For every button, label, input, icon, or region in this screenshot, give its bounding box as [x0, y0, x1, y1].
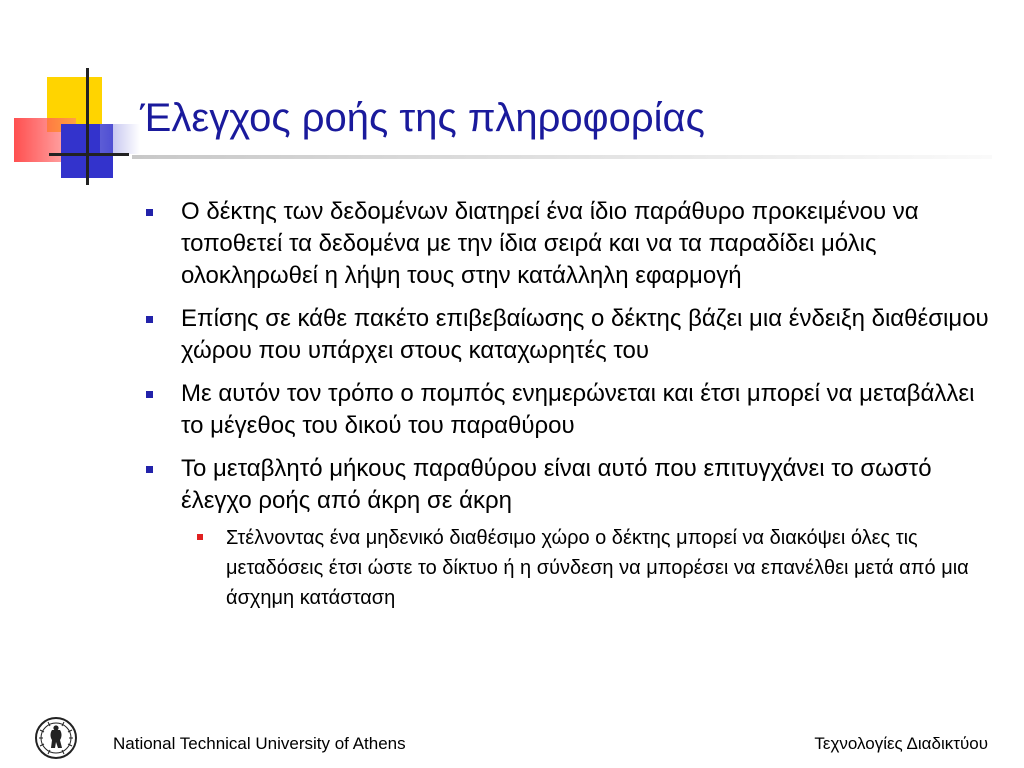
bullet-item [140, 453, 1000, 613]
footer-institution: National Technical University of Athens [113, 734, 406, 753]
square-bullet-icon [146, 316, 153, 323]
decor-horizontal-line [49, 153, 129, 156]
title-underline [132, 155, 992, 159]
square-bullet-icon [146, 209, 153, 216]
sub-bullet-item [181, 523, 1000, 613]
bullet-item [140, 378, 1000, 442]
square-bullet-icon [146, 466, 153, 473]
decor-blue-fade [100, 124, 140, 154]
sub-bullet-text: Στέλνοντας ένα μηδενικό διαθέσιμο χώρο ο δέκτης μπορεί να διακόψει όλες τις μεταδόσεις έτσι ώστε το δίκτυο ή η σύνδεση να μπορέσει να επανέλθει μετά από μια άσχημη κατάσταση [226, 527, 969, 609]
university-seal-icon [34, 716, 78, 760]
sub-bullet-list [181, 523, 1000, 613]
bullet-text: Το μεταβλητό μήκους παραθύρου είναι αυτό που επιτυγχάνει το σωστό έλεγχο ροής από άκρη σε άκρη [181, 455, 932, 514]
bullet-text: Ο δέκτης των δεδομένων διατηρεί ένα ίδιο παράθυρο προκειμένου να τοποθετεί τα δεδομένα με την ίδια σειρά και να τα παραδίδει μόλις ολοκληρωθεί η λήψη τους στην κατάλληλη εφαρμογή [181, 198, 919, 289]
red-square-bullet-icon [197, 534, 203, 540]
footer-course: Τεχνολογίες Διαδικτύου [814, 734, 988, 753]
bullet-text: Επίσης σε κάθε πακέτο επιβεβαίωσης ο δέκτης βάζει μια ένδειξη διαθέσιμου χώρου που υπάρχει στους καταχωρητές του [181, 305, 989, 364]
bullet-item [140, 196, 1000, 292]
decor-vertical-line [86, 68, 89, 185]
bullet-list [140, 196, 1000, 613]
slide-title: Έλεγχος ροής της πληροφορίας [140, 96, 705, 140]
bullet-text: Με αυτόν τον τρόπο ο πομπός ενημερώνεται και έτσι μπορεί να μεταβάλλει το μέγεθος του δικού του παραθύρου [181, 380, 975, 439]
square-bullet-icon [146, 391, 153, 398]
bullet-item [140, 303, 1000, 367]
slide-body [140, 196, 1000, 624]
